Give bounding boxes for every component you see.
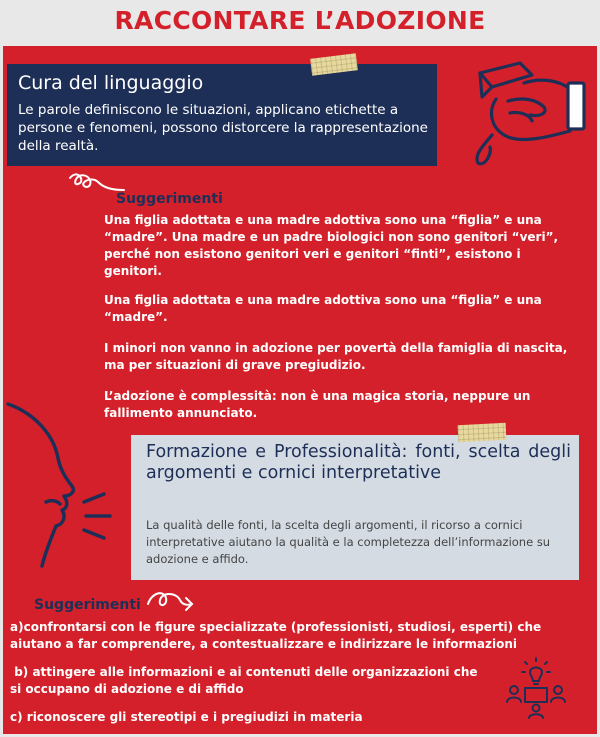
page-title: RACCONTARE L’ADOZIONE	[114, 6, 486, 35]
training-heading: Formazione e Professionalità: fonti, scelta degli argomenti e cornici interpretative	[146, 442, 571, 483]
suggestions-label-1: Suggerimenti	[116, 191, 223, 207]
suggestions-label-2: Suggerimenti	[34, 597, 141, 613]
suggestion-item: Una figlia adottata e una madre adottiva sono una “figlia” e una “madre”.	[104, 293, 542, 324]
suggestion-item: c) riconoscere gli stereotipi e i pregiudizi in materia	[10, 710, 363, 724]
language-care-box	[7, 64, 437, 166]
training-box	[131, 435, 579, 580]
language-care-heading: Cura del linguaggio	[18, 72, 204, 94]
speaking-face-icon	[6, 400, 116, 570]
tape-decoration	[458, 423, 507, 442]
suggestion-item: a)confrontarsi con le figure specializzate (professionisti, studiosi, esperti) che aiutano a far comprendere, a contestualizzare e indirizzare le informazioni	[10, 620, 542, 651]
suggestion-item: b) attingere alle informazioni e ai contenuti delle organizzazioni che si occupano di adozione e di affido	[10, 665, 482, 696]
curly-arrow-icon	[146, 586, 196, 616]
training-text: La qualità delle fonti, la scelta degli argomenti, il ricorso a cornici interpretative aiutano la qualità e la completezza dell’informazione su adozione e affido.	[146, 518, 551, 566]
suggestion-item: Una figlia adottata e una madre adottiva sono una “figlia” e una “madre”. Una madre e un padre biologici non sono genitori “veri”, perché non esistono genitori veri e genitori “finti”, esistono i genitori.	[104, 213, 559, 278]
suggestion-item: L’adozione è complessità: non è una magica storia, neppure un fallimento annunciato.	[104, 389, 531, 420]
team-idea-icon	[505, 656, 567, 720]
suggestion-item: I minori non vanno in adozione per povertà della famiglia di nascita, ma per situazioni di grave pregiudizio.	[104, 341, 568, 372]
language-care-text: Le parole definiscono le situazioni, applicano etichette a persone e fenomeni, possono distorcere la rappresentazione della realtà.	[18, 102, 428, 154]
hand-writing-icon	[452, 55, 592, 175]
